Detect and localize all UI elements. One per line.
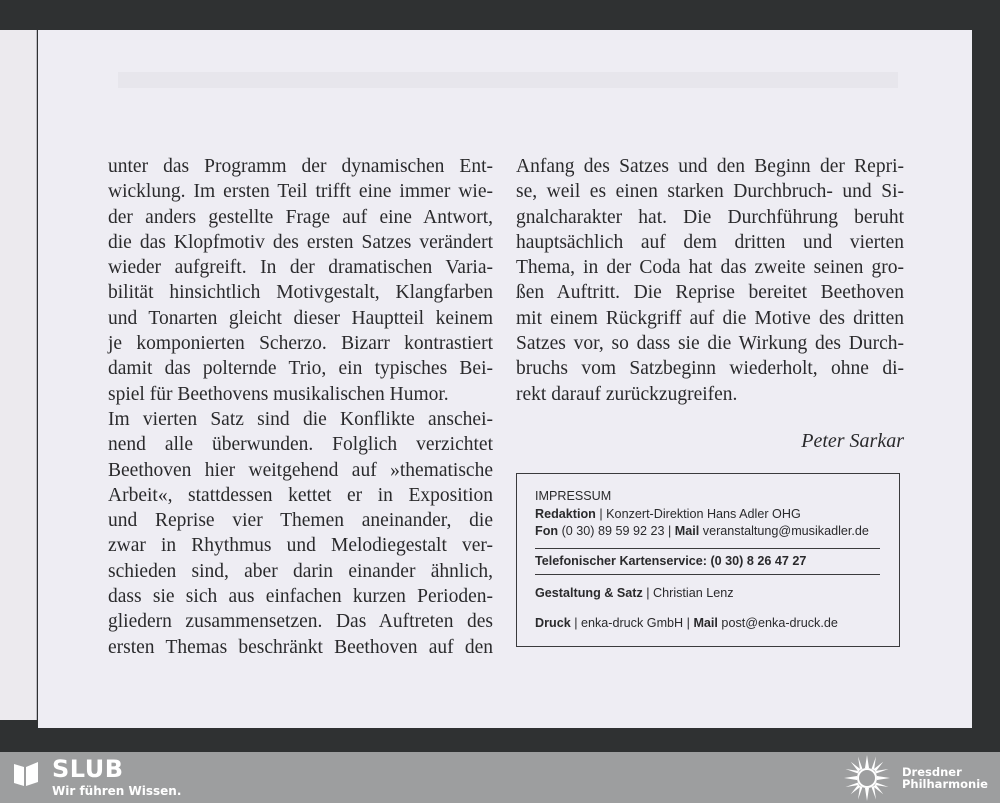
text-line: ersten Themas beschränkt Beethoven auf den — [108, 636, 493, 658]
text-line: hauptsächlich auf dem dritten und vierten — [516, 231, 904, 253]
text-line: se, weil es einen starken Durchbruch- und Si- — [516, 181, 904, 203]
impressum-kartenservice — [535, 553, 881, 571]
footer-bar — [0, 752, 1000, 803]
divider — [535, 548, 880, 549]
divider — [535, 574, 880, 575]
text-line: mit einem Rückgriff auf die Motive des dritten — [516, 307, 904, 329]
right-text-column — [516, 154, 904, 407]
left-text-column — [108, 154, 493, 660]
druck-value: | enka-druck GmbH | — [570, 615, 694, 630]
document-page — [38, 30, 972, 728]
impressum-contact — [535, 523, 881, 541]
text-line: Arbeit«, stattdessen kettet er in Exposition — [108, 484, 493, 506]
text-line: damit das polternde Trio, ein typisches Bei- — [108, 358, 493, 380]
text-line: die das Klopfmotiv des ersten Satzes verändert — [108, 231, 493, 253]
text-line: spiel für Beethovens musikalischen Humor. — [108, 383, 449, 405]
text-line: gliedern zusammensetzen. Das Auftreten des — [108, 611, 493, 633]
slub-book-icon[interactable] — [12, 760, 40, 788]
text-line: gnalcharakter hat. Die Durchführung beruht — [516, 206, 904, 228]
text-line: und Tonarten gleicht dieser Hauptteil keinem — [108, 307, 493, 329]
philharmonie-wordmark[interactable] — [902, 766, 988, 790]
text-line: wicklung. Im ersten Teil trifft eine immer wie- — [108, 181, 493, 203]
bleed-through-shadow — [118, 72, 898, 88]
text-line: bruchs vom Satzbeginn wiederholt, ohne di- — [516, 358, 904, 380]
gestaltung-value: | Christian Lenz — [642, 586, 734, 600]
philharmonie-star-icon[interactable] — [843, 754, 891, 802]
text-line: nend alle überwunden. Folglich verzichtet — [108, 434, 493, 456]
philharmonie-line-1: Dresdner — [902, 765, 962, 779]
druck-mail-label: Mail — [693, 615, 718, 630]
druck-mail-value: post@enka-druck.de — [717, 615, 838, 630]
impressum-box — [516, 473, 900, 647]
text-line: und Reprise vier Themen aneinander, die — [108, 510, 493, 532]
text-line: schieden sind, aber darin einander ähnlich, — [108, 560, 493, 582]
fon-value: (0 30) 89 59 92 23 | — [558, 524, 675, 538]
text-line: Satzes vor, so dass sie die Wirkung des Durch- — [516, 333, 904, 355]
impressum-heading: IMPRESSUM — [535, 489, 612, 503]
impressum-redaktion — [535, 506, 881, 524]
text-line: bilität hinsichtlich Motivgestalt, Klangfarben — [108, 282, 493, 304]
redaktion-label: Redaktion — [535, 506, 596, 521]
text-line: der anders gestellte Frage auf eine Antwort, — [108, 206, 493, 228]
philharmonie-line-2: Philharmonie — [902, 777, 988, 791]
gestaltung-label: Gestaltung & Satz — [535, 586, 643, 600]
text-line: unter das Programm der dynamischen Ent- — [108, 156, 493, 177]
text-line: rekt darauf zurückzugreifen. — [516, 383, 738, 405]
text-line: Im vierten Satz sind die Konflikte anschei- — [108, 408, 493, 430]
text-line: zwar in Rhythmus und Melodiegestalt ver- — [108, 535, 493, 557]
kartenservice-label: Telefonischer Kartenservice: (0 30) 8 26 47 27 — [535, 553, 807, 568]
text-line: Anfang des Satzes und den Beginn der Repri- — [516, 156, 904, 177]
previous-page-edge — [0, 30, 37, 720]
text-line: dass sie sich aus einfachen kurzen Perioden- — [108, 586, 493, 608]
text-line: Beethoven hier weitgehend auf »thematische — [108, 459, 493, 481]
impressum-druck — [535, 615, 881, 633]
slub-tagline: Wir führen Wissen. — [52, 784, 182, 798]
redaktion-value: | Konzert-Direktion Hans Adler OHG — [595, 506, 801, 521]
fon-label: Fon — [535, 524, 559, 538]
text-line: ßen Auftritt. Die Reprise bereitet Beethoven — [516, 282, 904, 304]
druck-label: Druck — [535, 615, 571, 630]
text-line: Thema, in der Coda hat das zweite seinen gro- — [516, 257, 904, 279]
impressum-gestaltung — [535, 585, 881, 603]
author-signature: Peter Sarkar — [801, 430, 904, 452]
text-line: je komponierten Scherzo. Bizarr kontrastiert — [108, 333, 493, 355]
slub-wordmark[interactable]: SLUB — [52, 755, 124, 783]
text-line: wieder aufgreift. In der dramatischen Varia- — [108, 257, 493, 279]
mail-value: veranstaltung@musikadler.de — [699, 524, 869, 538]
mail-label: Mail — [674, 524, 700, 538]
